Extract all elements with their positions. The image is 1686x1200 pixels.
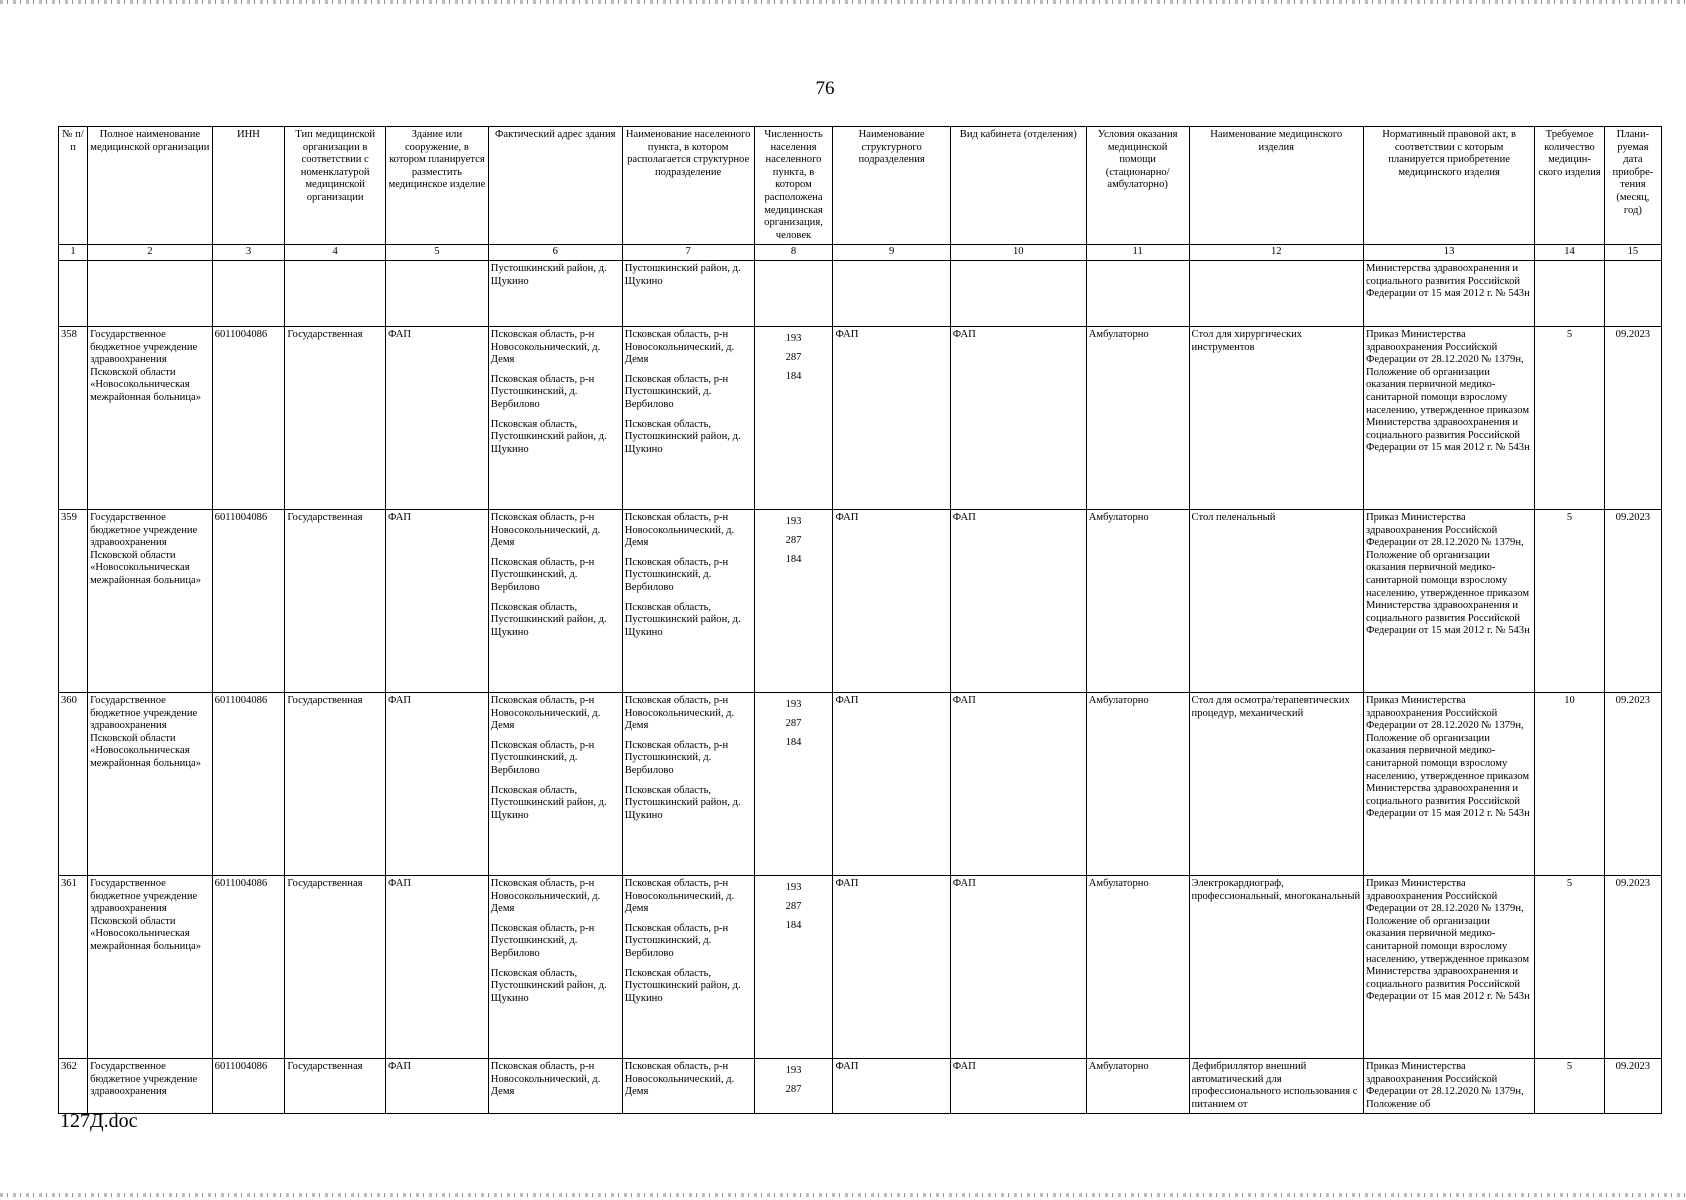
settlement-line: Псковская область, Пустошкинский район, д. Щукино bbox=[624, 967, 741, 1004]
population-value: 287 bbox=[785, 351, 802, 363]
conditions-cell: Амбулаторно bbox=[1086, 1058, 1189, 1113]
population-value: 287 bbox=[785, 534, 802, 546]
address-line: Псковская область, р-н Пустошкинский, д. Вербилово bbox=[490, 373, 595, 410]
type-cell: Государственная bbox=[285, 875, 386, 1058]
building-cell: ФАП bbox=[386, 692, 489, 875]
room-cell: ФАП bbox=[950, 692, 1086, 875]
header-cell: Наименование населенного пункта, в котором располагается структурное подразделение bbox=[622, 127, 754, 245]
date-cell: 09.2023 bbox=[1604, 692, 1661, 875]
header-cell: Наименование медицинского изделия bbox=[1189, 127, 1363, 245]
population-value: 184 bbox=[785, 736, 802, 748]
act-cell: Приказ Министерства здравоохранения Российской Федерации от 28.12.2020 № 1379н, Положение об организации оказания первичной медико-санитарной помощи взрослому населению, утвержденное приказом Министерства здравоохранения и социального развития Российской Федерации от 15 мая 2012 г. № 543н bbox=[1363, 692, 1534, 875]
row-number: 360 bbox=[59, 692, 88, 875]
building-cell: ФАП bbox=[386, 509, 489, 692]
address-cell bbox=[488, 692, 622, 875]
header-cell: Наименование структурного подразделения bbox=[833, 127, 950, 245]
unit-cell: ФАП bbox=[833, 875, 950, 1058]
row-number: 362 bbox=[59, 1058, 88, 1113]
empty-cell bbox=[1189, 260, 1363, 326]
unit-cell: ФАП bbox=[833, 692, 950, 875]
settlement-line: Псковская область, р-н Пустошкинский, д. Вербилово bbox=[624, 373, 729, 410]
column-number: 5 bbox=[386, 245, 489, 261]
empty-cell bbox=[285, 260, 386, 326]
population-value: 287 bbox=[785, 1083, 802, 1095]
header-cell: № п/п bbox=[59, 127, 88, 245]
settlement-cell bbox=[622, 326, 754, 509]
address-cell bbox=[488, 326, 622, 509]
population-value: 184 bbox=[785, 370, 802, 382]
address-line: Псковская область, р-н Новосокольнический, д. Демя bbox=[490, 328, 601, 366]
settlement-line: Псковская область, р-н Новосокольнический, д. Демя bbox=[624, 511, 735, 549]
column-number: 8 bbox=[754, 245, 833, 261]
table-row bbox=[59, 875, 1662, 1058]
inn-cell: 6011004086 bbox=[212, 509, 285, 692]
column-number: 7 bbox=[622, 245, 754, 261]
header-cell: Тип медицинской организации в соответствии с номенклатурой медицинской организации bbox=[285, 127, 386, 245]
column-number: 12 bbox=[1189, 245, 1363, 261]
header-cell: Плани-руемая дата приобре-тения (месяц, год) bbox=[1604, 127, 1661, 245]
equipment-table bbox=[58, 126, 1662, 1114]
population-cell bbox=[754, 509, 833, 692]
empty-cell bbox=[212, 260, 285, 326]
conditions-cell: Амбулаторно bbox=[1086, 875, 1189, 1058]
room-cell: ФАП bbox=[950, 509, 1086, 692]
address-line: Псковская область, Пустошкинский район, д. Щукино bbox=[490, 967, 607, 1004]
org-text: Государственное бюджетное учреждение здравоохранения bbox=[90, 1060, 198, 1098]
address-line: Псковская область, Пустошкинский район, д. Щукино bbox=[490, 418, 607, 455]
population-value: 193 bbox=[785, 332, 802, 344]
settlement-line: Псковская область, р-н Новосокольнический, д. Демя bbox=[624, 694, 735, 732]
header-cell: Вид кабинета (отделения) bbox=[950, 127, 1086, 245]
column-number: 10 bbox=[950, 245, 1086, 261]
settlement-line: Псковская область, Пустошкинский район, д. Щукино bbox=[624, 601, 741, 638]
table-row bbox=[59, 326, 1662, 509]
population-value: 193 bbox=[785, 1064, 802, 1076]
scan-edge-bottom bbox=[0, 1193, 1686, 1197]
row-number: 359 bbox=[59, 509, 88, 692]
building-cell: ФАП bbox=[386, 326, 489, 509]
act-cell bbox=[1363, 1058, 1534, 1113]
conditions-cell: Амбулаторно bbox=[1086, 692, 1189, 875]
population-value: 184 bbox=[785, 919, 802, 931]
column-number: 9 bbox=[833, 245, 950, 261]
population-value: 193 bbox=[785, 515, 802, 527]
act-text: Приказ Министерства здравоохранения Российской Федерации от 28.12.2020 № 1379н, Положение об bbox=[1365, 1060, 1524, 1110]
empty-cell bbox=[1604, 260, 1661, 326]
header-cell: Фактический адрес здания bbox=[488, 127, 622, 245]
date-cell: 09.2023 bbox=[1604, 509, 1661, 692]
column-number: 6 bbox=[488, 245, 622, 261]
type-cell: Государственная bbox=[285, 326, 386, 509]
room-cell: ФАП bbox=[950, 875, 1086, 1058]
address-cell bbox=[488, 875, 622, 1058]
settlement-line: Псковская область, р-н Новосокольнический, д. Демя bbox=[624, 1060, 735, 1098]
table-row bbox=[59, 1058, 1662, 1113]
quantity-cell: 10 bbox=[1535, 692, 1605, 875]
header-cell: Здание или сооружение, в котором планируется разместить медицинское изделие bbox=[386, 127, 489, 245]
org-cell bbox=[88, 1058, 213, 1113]
act-cell: Приказ Министерства здравоохранения Российской Федерации от 28.12.2020 № 1379н, Положение об организации оказания первичной медико-санитарной помощи взрослому населению, утвержденное приказом Министерства здравоохранения и социального развития Российской Федерации от 15 мая 2012 г. № 543н bbox=[1363, 326, 1534, 509]
empty-cell bbox=[1535, 260, 1605, 326]
quantity-cell: 5 bbox=[1535, 326, 1605, 509]
device-cell: Стол для осмотра/терапевтических процедур, механический bbox=[1189, 692, 1363, 875]
address-cell bbox=[488, 509, 622, 692]
column-number-row bbox=[59, 245, 1662, 261]
row-number: 361 bbox=[59, 875, 88, 1058]
address-line: Псковская область, р-н Новосокольнический, д. Демя bbox=[490, 511, 601, 549]
act-cell: Приказ Министерства здравоохранения Российской Федерации от 28.12.2020 № 1379н, Положение об организации оказания первичной медико-санитарной помощи взрослому населению, утвержденное приказом Министерства здравоохранения и социального развития Российской Федерации от 15 мая 2012 г. № 543н bbox=[1363, 875, 1534, 1058]
header-cell: ИНН bbox=[212, 127, 285, 245]
column-number: 2 bbox=[88, 245, 213, 261]
type-cell: Государственная bbox=[285, 692, 386, 875]
settlement-cell bbox=[622, 692, 754, 875]
page-number: 76 bbox=[815, 78, 835, 99]
table-row bbox=[59, 692, 1662, 875]
column-number: 14 bbox=[1535, 245, 1605, 261]
quantity-cell: 5 bbox=[1535, 509, 1605, 692]
device-text: Дефибриллятор внешний автоматический для профессионального использования с питанием от bbox=[1191, 1060, 1358, 1110]
type-cell: Государственная bbox=[285, 509, 386, 692]
date-cell: 09.2023 bbox=[1604, 875, 1661, 1058]
settlement-line: Псковская область, Пустошкинский район, д. Щукино bbox=[624, 418, 741, 455]
empty-cell bbox=[754, 260, 833, 326]
conditions-cell: Амбулаторно bbox=[1086, 326, 1189, 509]
population-cell bbox=[754, 692, 833, 875]
population-value: 287 bbox=[785, 900, 802, 912]
address-line: Псковская область, Пустошкинский район, д. Щукино bbox=[490, 601, 607, 638]
type-cell: Государственная bbox=[285, 1058, 386, 1113]
inn-cell: 6011004086 bbox=[212, 1058, 285, 1113]
empty-cell bbox=[59, 260, 88, 326]
org-cell: Государственное бюджетное учреждение здравоохранения Псковской области «Новосокольническая межрайонная больница» bbox=[88, 509, 213, 692]
building-cell: ФАП bbox=[386, 1058, 489, 1113]
header-cell: Условия оказания медицинской помощи (стационарно/ амбулаторно) bbox=[1086, 127, 1189, 245]
date-cell: 09.2023 bbox=[1604, 1058, 1661, 1113]
settlement-cell bbox=[622, 875, 754, 1058]
column-number: 15 bbox=[1604, 245, 1661, 261]
population-value: 193 bbox=[785, 881, 802, 893]
address-line: Псковская область, Пустошкинский район, д. Щукино bbox=[490, 784, 607, 821]
continuation-row bbox=[59, 260, 1662, 326]
address-line: Псковская область, р-н Новосокольнический, д. Демя bbox=[490, 877, 601, 915]
population-cell bbox=[754, 326, 833, 509]
column-number: 1 bbox=[59, 245, 88, 261]
settlement-line: Псковская область, р-н Пустошкинский, д. Вербилово bbox=[624, 556, 729, 593]
settlement-line: Псковская область, р-н Пустошкинский, д. Вербилово bbox=[624, 922, 729, 959]
file-name-footer: 127Д.doc bbox=[60, 1110, 138, 1132]
inn-cell: 6011004086 bbox=[212, 326, 285, 509]
header-cell: Численность населения населенного пункта, в котором расположена медицинская организация, человек bbox=[754, 127, 833, 245]
address-line: Псковская область, р-н Новосокольнический, д. Демя bbox=[490, 1060, 601, 1098]
empty-cell bbox=[386, 260, 489, 326]
address-cell: Пустошкинский район, д. Щукино bbox=[488, 260, 622, 326]
address-line: Псковская область, р-н Пустошкинский, д. Вербилово bbox=[490, 556, 595, 593]
population-value: 193 bbox=[785, 698, 802, 710]
population-value: 184 bbox=[785, 553, 802, 565]
settlement-cell bbox=[622, 509, 754, 692]
column-number: 13 bbox=[1363, 245, 1534, 261]
address-line: Псковская область, р-н Пустошкинский, д. Вербилово bbox=[490, 739, 595, 776]
inn-cell: 6011004086 bbox=[212, 692, 285, 875]
address-line: Псковская область, р-н Новосокольнический, д. Демя bbox=[490, 694, 601, 732]
inn-cell: 6011004086 bbox=[212, 875, 285, 1058]
table-row bbox=[59, 509, 1662, 692]
population-value: 287 bbox=[785, 717, 802, 729]
header-cell: Нормативный правовой акт, в соответствии с которым планируется приобретение медицинского изделия bbox=[1363, 127, 1534, 245]
unit-cell: ФАП bbox=[833, 509, 950, 692]
row-number: 358 bbox=[59, 326, 88, 509]
date-cell: 09.2023 bbox=[1604, 326, 1661, 509]
org-cell: Государственное бюджетное учреждение здравоохранения Псковской области «Новосокольническая межрайонная больница» bbox=[88, 326, 213, 509]
empty-cell bbox=[88, 260, 213, 326]
scan-edge-top bbox=[0, 0, 1686, 4]
address-cell bbox=[488, 1058, 622, 1113]
empty-cell bbox=[950, 260, 1086, 326]
settlement-line: Псковская область, Пустошкинский район, д. Щукино bbox=[624, 784, 741, 821]
device-cell: Стол для хирургических инструментов bbox=[1189, 326, 1363, 509]
settlement-line: Псковская область, р-н Новосокольнический, д. Демя bbox=[624, 328, 735, 366]
unit-cell: ФАП bbox=[833, 326, 950, 509]
unit-cell: ФАП bbox=[833, 1058, 950, 1113]
header-cell: Полное наименование медицинской организации bbox=[88, 127, 213, 245]
population-cell bbox=[754, 1058, 833, 1113]
settlement-cell: Пустошкинский район, д. Щукино bbox=[622, 260, 754, 326]
act-cell: Приказ Министерства здравоохранения Российской Федерации от 28.12.2020 № 1379н, Положение об организации оказания первичной медико-санитарной помощи взрослому населению, утвержденное приказом Министерства здравоохранения и социального развития Российской Федерации от 15 мая 2012 г. № 543н bbox=[1363, 509, 1534, 692]
empty-cell bbox=[833, 260, 950, 326]
settlement-cell bbox=[622, 1058, 754, 1113]
device-cell bbox=[1189, 1058, 1363, 1113]
act-cell: Министерства здравоохранения и социального развития Российской Федерации от 15 мая 2012 г. № 543н bbox=[1363, 260, 1534, 326]
column-number: 3 bbox=[212, 245, 285, 261]
org-cell: Государственное бюджетное учреждение здравоохранения Псковской области «Новосокольническая межрайонная больница» bbox=[88, 692, 213, 875]
room-cell: ФАП bbox=[950, 326, 1086, 509]
settlement-line: Псковская область, р-н Пустошкинский, д. Вербилово bbox=[624, 739, 729, 776]
building-cell: ФАП bbox=[386, 875, 489, 1058]
address-line: Псковская область, р-н Пустошкинский, д. Вербилово bbox=[490, 922, 595, 959]
column-number: 4 bbox=[285, 245, 386, 261]
org-cell: Государственное бюджетное учреждение здравоохранения Псковской области «Новосокольническая межрайонная больница» bbox=[88, 875, 213, 1058]
room-cell: ФАП bbox=[950, 1058, 1086, 1113]
empty-cell bbox=[1086, 260, 1189, 326]
header-cell: Требуемое количество медицин-ского изделия bbox=[1535, 127, 1605, 245]
population-cell bbox=[754, 875, 833, 1058]
header-row bbox=[59, 127, 1662, 245]
device-cell: Стол пеленальный bbox=[1189, 509, 1363, 692]
quantity-cell: 5 bbox=[1535, 875, 1605, 1058]
conditions-cell: Амбулаторно bbox=[1086, 509, 1189, 692]
settlement-line: Псковская область, р-н Новосокольнический, д. Демя bbox=[624, 877, 735, 915]
quantity-cell: 5 bbox=[1535, 1058, 1605, 1113]
device-cell: Электрокардиограф, профессиональный, многоканальный bbox=[1189, 875, 1363, 1058]
column-number: 11 bbox=[1086, 245, 1189, 261]
